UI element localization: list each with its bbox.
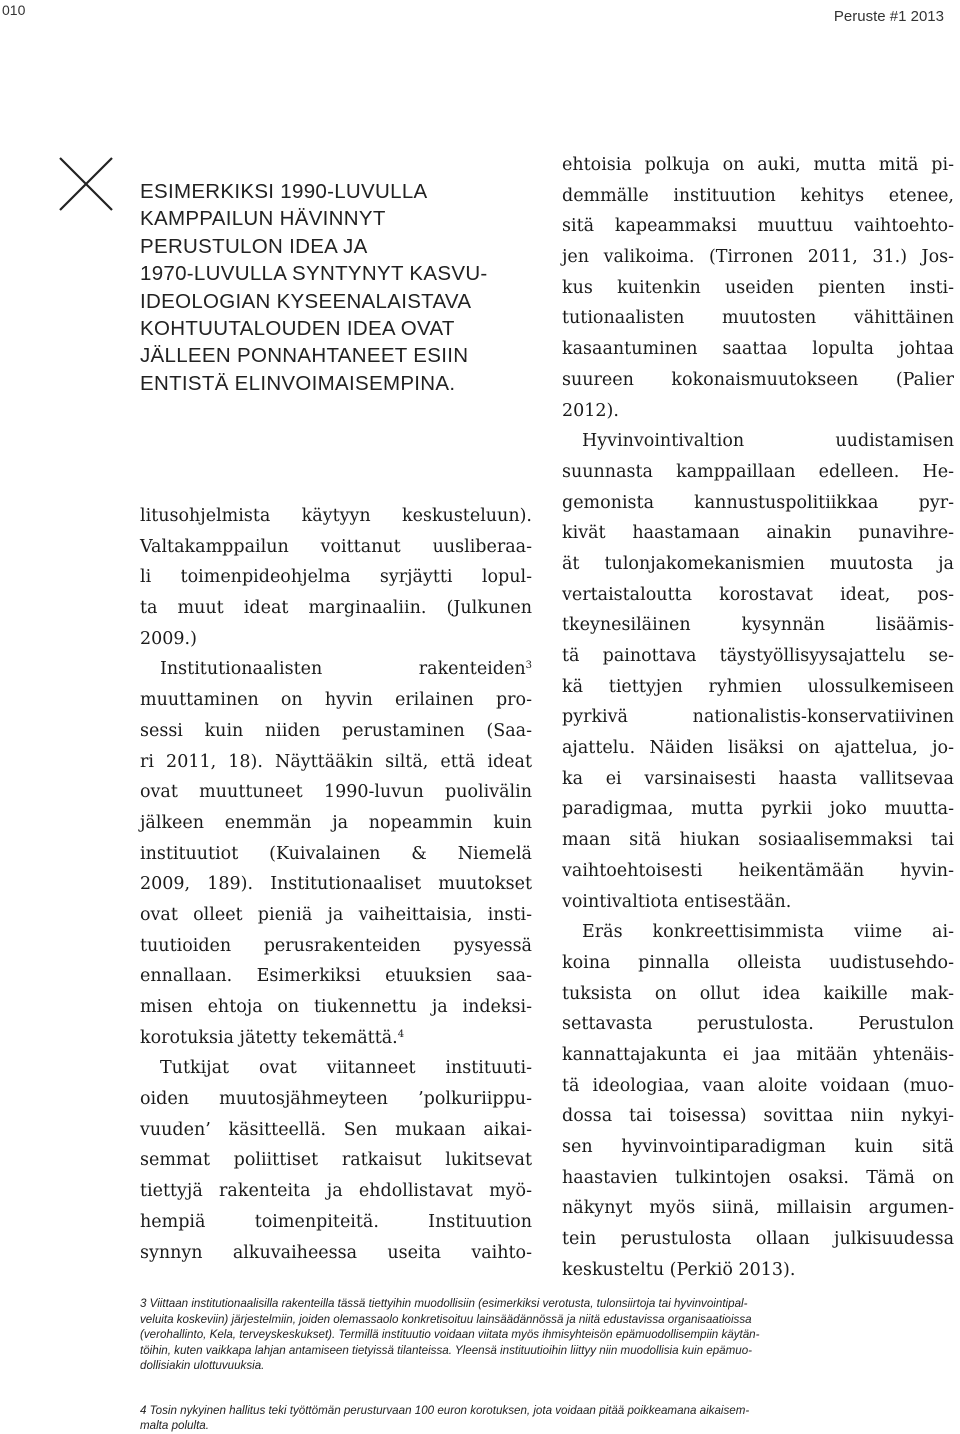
- footnote-line: (verohallinto, Kela, terveyskeskukset). Termillä instituutio voidaan viitata myös ihmisyhteisön epämuodollisempiin käytän-: [140, 1328, 760, 1341]
- text-line: tä painottava täystyöllisyysajattelu se-: [562, 646, 954, 666]
- text-line: misen ehtoja on tiukennettu ja indeksi-: [140, 997, 532, 1017]
- text-line: tuutioiden perusrakenteiden pysyessä: [140, 935, 532, 956]
- pull-quote-line: IDEOLOGIAN KYSEENALAISTAVA: [140, 289, 472, 313]
- footnote-line: töihin, kuten vaikkapa lahjan antamiseen tietyissä tilanteissa. Yleensä instituutioihin liittyy niin muodollisia kuin epämuo-: [140, 1343, 753, 1357]
- text-line: suunnasta kamppaillaan edelleen. He-: [562, 461, 954, 482]
- text-line: tein perustulosta ollaan julkisuudessa: [562, 1229, 954, 1250]
- text-line: ri 2011, 18). Näyttääkin siltä, että ideat: [140, 751, 532, 772]
- text-line: ennallaan. Esimerkiksi etuuksien saa-: [140, 966, 532, 987]
- footnote-line: 3 Viittaan institutionaalisilla rakenteilla tässä tiettyihin muodollisiin (esimerkiksi verotusta, tulonsiirtoja tai hyvinvointipal-: [140, 1297, 748, 1310]
- footnote-ref: 3: [525, 660, 532, 672]
- text-line: tiettyjä rakenteita ja ehdollistavat myö-: [140, 1181, 532, 1202]
- text-line: koina pinnalla olleista uudistusehdo-: [562, 952, 954, 973]
- text-line: kannattajakunta ei jaa mitään yhtenäis-: [562, 1044, 954, 1065]
- text-line: ehtoisia polkuja on auki, mutta mitä pi-: [562, 155, 954, 175]
- footnote-line: 4 Tosin nykyinen hallitus teki työttömän perusturvaan 100 euron korotuksen, jota voidaan pitää poikkeamana aikaisem-: [140, 1403, 750, 1417]
- text-line: instituutiot (Kuivalainen & Niemelä: [140, 843, 532, 864]
- text-line: semmat poliittiset ratkaisut lukitsevat: [140, 1150, 532, 1171]
- text-line: haastavien tulkintojen osaksi. Tämä on: [562, 1167, 954, 1188]
- text-line: ovat muuttuneet 1990-luvun puolivälin: [140, 782, 532, 803]
- text-line: [140, 654, 532, 685]
- text-line: synnyn alkuvaiheessa useita vaihto-: [140, 1242, 532, 1263]
- footnote-line: dollisiakin ulottuvuuksia.: [140, 1359, 265, 1372]
- text-line: paradigmaa, mutta pyrkii joko muutta-: [562, 799, 954, 820]
- text-line: ovat olleet pieniä ja vaiheittaisia, insti-: [140, 904, 532, 925]
- text-line: ät tulonjakomekanismien muutosta ja: [562, 553, 954, 574]
- text-line: pyrkivä nationalistis-konservatiivinen: [562, 707, 954, 728]
- text-line: gemonista kannustuspolitiikkaa pyr-: [562, 492, 954, 513]
- text-line: ajattelu. Näiden lisäksi on ajattelua, jo-: [562, 738, 954, 759]
- pull-quote-line: 1970-LUVULLA SYNTYNYT KASVU-: [140, 262, 488, 286]
- text-line: sessi kuin niiden perustaminen (Saa-: [140, 720, 532, 741]
- text-line: sitä kapeammaksi muuttuu vaihtoehto-: [562, 216, 954, 237]
- text-line: kivät haastamaan ainakin punavihre-: [562, 523, 954, 544]
- text-line: suureen kokonaismuutokseen (Palier: [562, 369, 954, 390]
- footnote-ref: 4: [397, 1028, 405, 1040]
- text-line: tutionaalisten muutosten vähittäinen: [562, 308, 954, 329]
- footnote-line: veluita koskeviin) järjestelmiin, joiden olemassaolo konkretisoituu lainsäädännössä ja niitä edustavissa organisaatioissa: [140, 1312, 752, 1326]
- text-line: keskusteltu (Perkiö 2013).: [562, 1259, 796, 1280]
- text-line: jen valikoima. (Tirronen 2011, 31.) Jos-: [562, 247, 954, 268]
- text-line: vertaistaloutta korostavat ideat, pos-: [562, 584, 954, 605]
- text-fragment: korotuksia jätetty tekemättä.: [140, 1027, 398, 1048]
- text-line: demmälle instituution kehitys etenee,: [562, 185, 954, 206]
- pull-quote-line: KOHTUUTALOUDEN IDEA OVAT: [140, 317, 455, 341]
- pull-quote-line: JÄLLEEN PONNAHTANEET ESIIN: [140, 344, 469, 368]
- text-line: sen hyvinvointiparadigman kuin sitä: [562, 1137, 954, 1157]
- text-line: kä tiettyjen ryhmien ulossulkemiseen: [562, 676, 954, 697]
- pull-quote: [140, 178, 560, 397]
- text-line: tä ideologiaa, vaan aloite voidaan (muo-: [562, 1075, 954, 1096]
- footnotes: [140, 1296, 960, 1434]
- text-line: ka ei varsinaisesti haasta vallitsevaa: [562, 768, 954, 789]
- text-line: [140, 1023, 532, 1054]
- text-line: muuttaminen on hyvin erilainen pro-: [140, 690, 532, 711]
- text-line: jälkeen enemmän ja nopeammin kuin: [140, 812, 532, 833]
- text-line: 2012).: [562, 400, 619, 421]
- text-line: tuksista on ollut idea kaikille mak-: [562, 983, 954, 1004]
- text-fragment: Institutionaalisten rakenteiden: [160, 659, 526, 680]
- text-line: kasaantuminen saattaa lopulta johtaa: [562, 339, 954, 360]
- text-line: hempiä toimenpiteitä. Instituution: [140, 1211, 532, 1232]
- text-line: Valtakamppailun voittanut uusliberaa-: [140, 536, 532, 557]
- text-line: ta muut ideat marginaaliin. (Julkunen: [140, 598, 532, 619]
- text-line: vuuden’ käsitteellä. Sen mukaan aikai-: [140, 1119, 532, 1140]
- text-line: vointivaltiota entisestään.: [562, 891, 792, 912]
- text-line: li toimenpideohjelma syrjäytti lopul-: [140, 567, 532, 588]
- text-line: dossa tai toisessa) sovittaa niin nykyi-: [562, 1106, 954, 1127]
- text-line: oiden muutosjähmeyteen ’polkuriippu-: [140, 1089, 532, 1110]
- text-line: tkeynesiläinen kysynnän lisäämis-: [562, 615, 954, 636]
- text-line: vaihtoehtoisesti heikentämään hyvin-: [562, 860, 954, 881]
- text-line: näkynyt myös siinä, millaisin argumen-: [562, 1198, 954, 1219]
- page-number: 010: [2, 2, 26, 18]
- pull-quote-line: ENTISTÄ ELINVOIMAISEMPINA.: [140, 371, 456, 395]
- running-head: Peruste #1 2013: [833, 8, 944, 25]
- left-text-column: [140, 501, 532, 1268]
- pull-quote-line: KAMPPAILUN HÄVINNYT: [140, 207, 386, 231]
- text-line: Tutkijat ovat viitanneet instituuti-: [160, 1058, 532, 1079]
- text-line: settavasta perustulosta. Perustulon: [562, 1014, 954, 1035]
- text-line: maan sitä hiukan sosiaalisemmaksi tai: [562, 830, 954, 851]
- text-line: kus kuitenkin useiden pienten insti-: [562, 277, 954, 298]
- pull-quote-line: ESIMERKIKSI 1990-LUVULLA: [140, 180, 428, 203]
- footnote-3: [140, 1296, 960, 1374]
- text-line: 2009.): [140, 628, 197, 649]
- text-line: litusohjelmista käytyyn keskusteluun).: [140, 506, 532, 526]
- text-line: Eräs konkreettisimmista viime ai-: [582, 922, 954, 943]
- right-text-column: [562, 150, 954, 1285]
- text-line: Hyvinvointivaltion uudistamisen: [582, 431, 954, 452]
- pull-quote-line: PERUSTULON IDEA JA: [140, 234, 368, 258]
- close-x-icon: [58, 156, 114, 212]
- footnote-line: malta polulta.: [140, 1419, 209, 1432]
- text-line: 2009, 189). Institutionaaliset muutokset: [140, 874, 532, 895]
